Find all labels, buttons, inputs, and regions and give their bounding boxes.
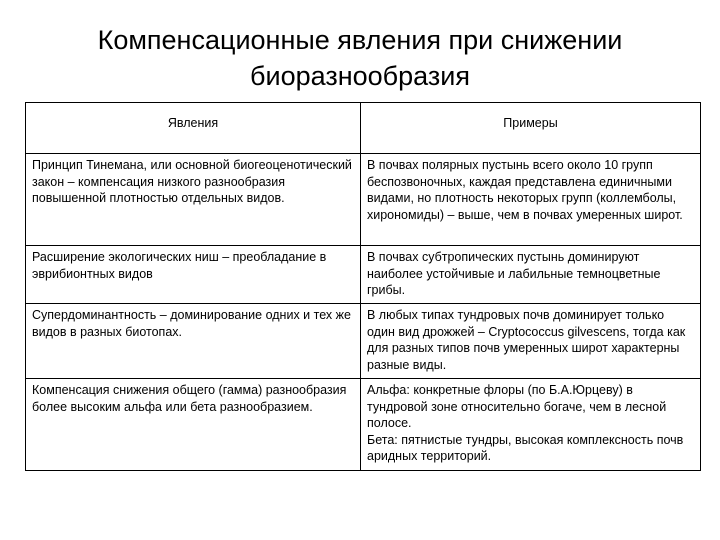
column-header-examples: Примеры: [361, 103, 701, 154]
column-header-phenomena: Явления: [26, 103, 361, 154]
example-cell: В почвах полярных пустынь всего около 10 групп беспозвоночных, каждая представлена единичными видами, но плотность некоторых групп (коллемболы, хирономиды) – выше, чем в почвах умеренных широт.: [361, 154, 701, 246]
table-row: [26, 246, 701, 304]
example-cell: В почвах субтропических пустынь доминируют наиболее устойчивые и лабильные темноцветные грибы.: [361, 246, 701, 304]
phenomenon-cell: Компенсация снижения общего (гамма) разнообразия более высоким альфа или бета разнообразием.: [26, 379, 361, 471]
example-cell: В любых типах тундровых почв доминирует только один вид дрожжей – Cryptococcus gilvescens, тогда как для разных типов почв умеренных широт характерны разные виды.: [361, 304, 701, 379]
slide-title-line-1: Компенсационные явления при снижении: [97, 25, 623, 55]
table-header-row: [26, 103, 701, 154]
table-row: [26, 154, 701, 246]
phenomenon-cell: Расширение экологических ниш – преобладание в эврибионтных видов: [26, 246, 361, 304]
phenomena-table: [25, 102, 701, 471]
slide-title: [0, 22, 720, 94]
phenomenon-cell: Супердоминантность – доминирование одних и тех же видов в разных биотопах.: [26, 304, 361, 379]
table-row: [26, 304, 701, 379]
example-cell: Альфа: конкретные флоры (по Б.А.Юрцеву) в тундровой зоне относительно богаче, чем в лесной полосе. Бета: пятнистые тундры, высокая комплексность почв аридных территорий.: [361, 379, 701, 471]
phenomenon-cell: Принцип Тинемана, или основной биогеоценотический закон – компенсация низкого разнообразия повышенной плотностью отдельных видов.: [26, 154, 361, 246]
table-row: [26, 379, 701, 471]
slide-title-line-2: биоразнообразия: [250, 61, 470, 91]
